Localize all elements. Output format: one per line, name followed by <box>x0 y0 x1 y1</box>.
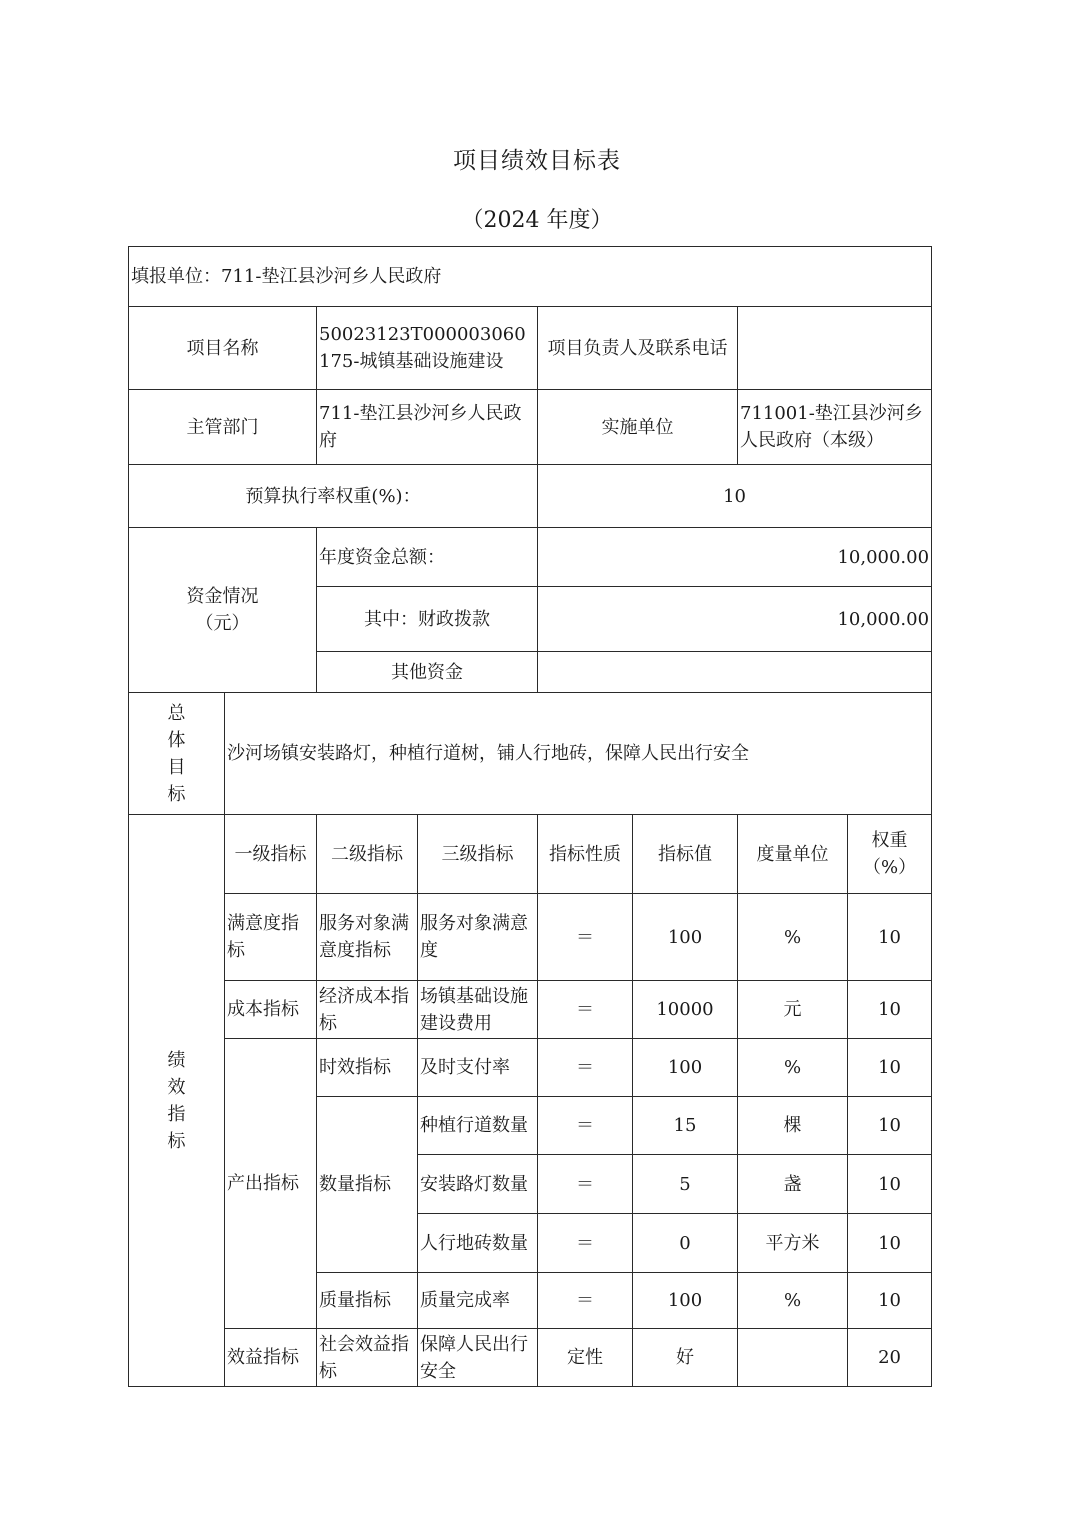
col-header-nature: 指标性质 <box>538 815 633 894</box>
funds-fiscal-label: 其中：财政拨款 <box>317 587 538 652</box>
weight-cell: 10 <box>848 1214 932 1273</box>
col-header-unit: 度量单位 <box>738 815 848 894</box>
nature-cell: ＝ <box>538 1214 633 1273</box>
page-title: 项目绩效目标表 <box>453 148 621 174</box>
level3-cell: 种植行道数量 <box>418 1097 538 1155</box>
level1-cell: 成本指标 <box>225 981 317 1039</box>
funds-label: 资金情况（元） <box>129 528 317 693</box>
weight-cell: 20 <box>848 1329 932 1387</box>
table-row <box>129 894 932 981</box>
unit-cell: % <box>738 894 848 981</box>
weight-cell: 10 <box>848 894 932 981</box>
nature-cell: ＝ <box>538 1097 633 1155</box>
unit-cell: 元 <box>738 981 848 1039</box>
nature-cell: ＝ <box>538 981 633 1039</box>
col-header-level1: 一级指标 <box>225 815 317 894</box>
reporting-unit: 填报单位：711-垫江县沙河乡人民政府 <box>129 247 932 307</box>
unit-cell: 棵 <box>738 1097 848 1155</box>
table-row <box>129 981 932 1039</box>
col-header-level3: 三级指标 <box>418 815 538 894</box>
weight-cell: 10 <box>848 981 932 1039</box>
level2-cell: 服务对象满意度指标 <box>317 894 418 981</box>
nature-cell: ＝ <box>538 1155 633 1214</box>
level2-cell: 质量指标 <box>317 1273 418 1329</box>
impl-unit-label: 实施单位 <box>538 390 738 465</box>
unit-cell: % <box>738 1039 848 1097</box>
contact-value <box>738 307 932 390</box>
level2-cell: 经济成本指标 <box>317 981 418 1039</box>
table-row <box>129 1329 932 1387</box>
level1-cell: 满意度指标 <box>225 894 317 981</box>
weight-cell: 10 <box>848 1039 932 1097</box>
value-cell: 100 <box>633 894 738 981</box>
funds-other-value <box>538 652 932 693</box>
level3-cell: 安装路灯数量 <box>418 1155 538 1214</box>
budget-weight-label: 预算执行率权重(%)： <box>129 465 538 528</box>
level3-cell: 场镇基础设施建设费用 <box>418 981 538 1039</box>
level2-cell: 社会效益指标 <box>317 1329 418 1387</box>
unit-cell: 平方米 <box>738 1214 848 1273</box>
unit-cell: 盏 <box>738 1155 848 1214</box>
budget-weight-value: 10 <box>538 465 932 528</box>
col-header-value: 指标值 <box>633 815 738 894</box>
value-cell: 10000 <box>633 981 738 1039</box>
funds-total-value: 10,000.00 <box>538 528 932 587</box>
level2-cell: 数量指标 <box>317 1097 418 1273</box>
level3-cell: 服务对象满意度 <box>418 894 538 981</box>
overall-goal-label: 总体目标 <box>129 693 225 815</box>
weight-cell: 10 <box>848 1273 932 1329</box>
level3-cell: 保障人民出行安全 <box>418 1329 538 1387</box>
level3-cell: 及时支付率 <box>418 1039 538 1097</box>
project-name-value: 50023123T000003060175-城镇基础设施建设 <box>317 307 538 390</box>
nature-cell: 定性 <box>538 1329 633 1387</box>
weight-cell: 10 <box>848 1097 932 1155</box>
col-header-level2: 二级指标 <box>317 815 418 894</box>
contact-label: 项目负责人及联系电话 <box>538 307 738 390</box>
impl-unit-value: 711001-垫江县沙河乡人民政府（本级） <box>738 390 932 465</box>
level3-cell: 人行地砖数量 <box>418 1214 538 1273</box>
overall-goal-text: 沙河场镇安装路灯，种植行道树，铺人行地砖，保障人民出行安全 <box>225 693 932 815</box>
funds-other-label: 其他资金 <box>317 652 538 693</box>
value-cell: 100 <box>633 1039 738 1097</box>
value-cell: 0 <box>633 1214 738 1273</box>
indicators-section-label: 绩效指标 <box>129 815 225 1387</box>
dept-value: 711-垫江县沙河乡人民政府 <box>317 390 538 465</box>
dept-label: 主管部门 <box>129 390 317 465</box>
value-cell: 100 <box>633 1273 738 1329</box>
funds-fiscal-value: 10,000.00 <box>538 587 932 652</box>
value-cell: 15 <box>633 1097 738 1155</box>
nature-cell: ＝ <box>538 1039 633 1097</box>
col-header-weight: 权重（%） <box>848 815 932 894</box>
level1-cell: 产出指标 <box>225 1039 317 1329</box>
page-subtitle: （2024 年度） <box>461 208 613 233</box>
table-row <box>129 1039 932 1097</box>
value-cell: 好 <box>633 1329 738 1387</box>
nature-cell: ＝ <box>538 1273 633 1329</box>
funds-total-label: 年度资金总额： <box>317 528 538 587</box>
level3-cell: 质量完成率 <box>418 1273 538 1329</box>
performance-table <box>128 246 932 1387</box>
unit-cell: % <box>738 1273 848 1329</box>
level1-cell: 效益指标 <box>225 1329 317 1387</box>
level2-cell: 时效指标 <box>317 1039 418 1097</box>
unit-cell <box>738 1329 848 1387</box>
value-cell: 5 <box>633 1155 738 1214</box>
weight-cell: 10 <box>848 1155 932 1214</box>
project-name-label: 项目名称 <box>129 307 317 390</box>
nature-cell: ＝ <box>538 894 633 981</box>
